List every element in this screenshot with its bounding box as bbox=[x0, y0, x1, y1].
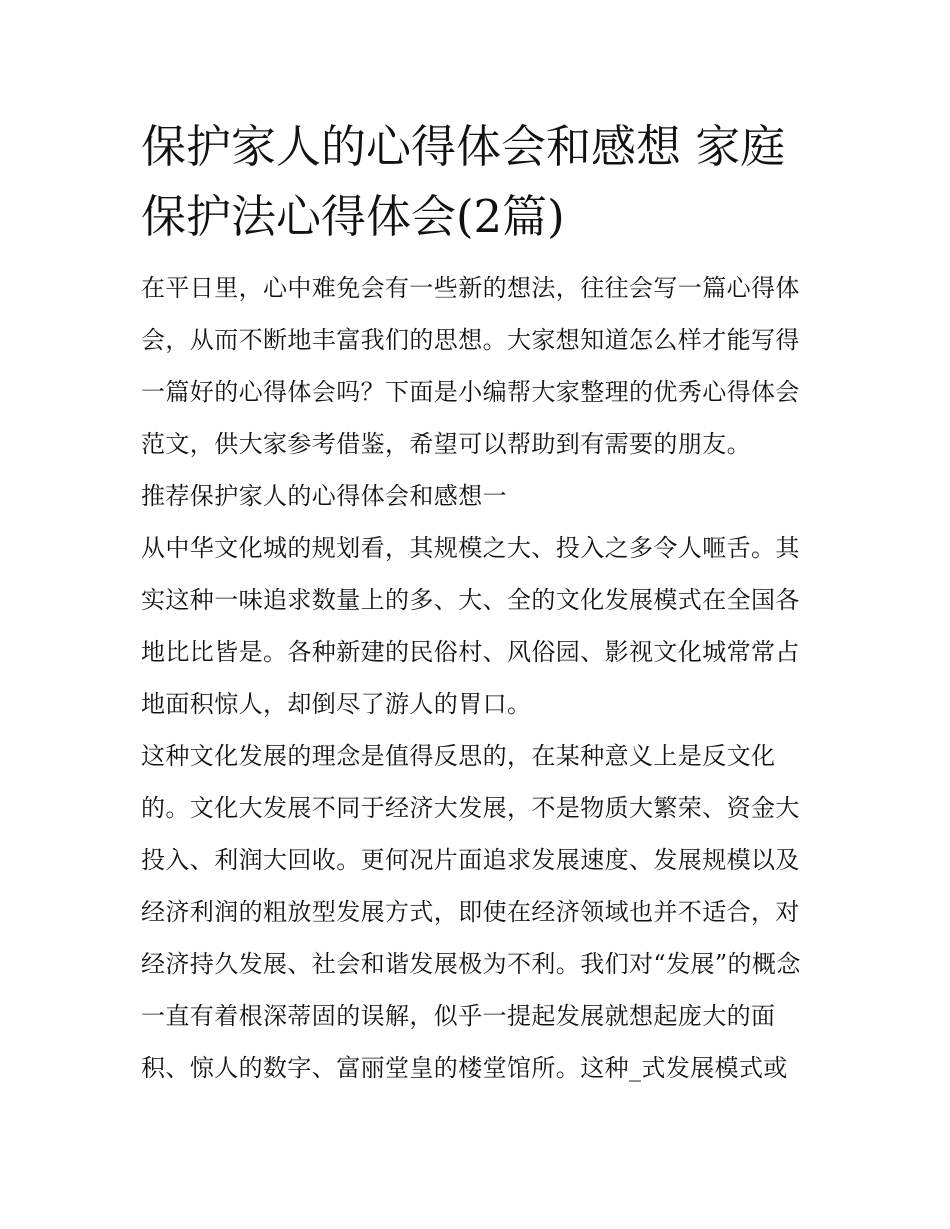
intro-paragraph: 在平日里，心中难免会有一些新的想法，往往会写一篇心得体会，从而不断地丰富我们的思想。大家想知道怎么样才能写得一篇好的心得体会吗？下面是小编帮大家整理的优秀心得体会范文，供大家参考借鉴，希望可以帮助到有需要的朋友。 bbox=[141, 274, 800, 458]
document-title: 保护家人的心得体会和感想 家庭保护法心得体会(2篇) bbox=[141, 120, 786, 243]
body-paragraph: 这种文化发展的理念是值得反思的，在某种意义上是反文化的。文化大发展不同于经济大发展，不是物质大繁荣、资金大投入、利润大回收。更何况片面追求发展速度、发展规模以及经济利润的粗放型发展方式，即使在经济领域也并不适合，对经济持久发展、社会和谐发展极为不利。我们对“发展”的概念一直有着根深蒂固的误解，似乎一提起发展就想起庞大的面积、惊人的数字、富丽堂皇的楼堂馆所。这种_式发展模式或 bbox=[141, 742, 801, 1082]
document-content bbox=[141, 112, 813, 1094]
section-heading: 推荐保护家人的心得体会和感想一 bbox=[141, 482, 507, 510]
body-paragraph: 从中华文化城的规划看，其规模之大、投入之多令人咂舌。其实这种一味追求数量上的多、大、全的文化发展模式在全国各地比比皆是。各种新建的民俗村、风俗园、影视文化城常常占地面积惊人，却倒尽了游人的胃口。 bbox=[141, 534, 800, 718]
